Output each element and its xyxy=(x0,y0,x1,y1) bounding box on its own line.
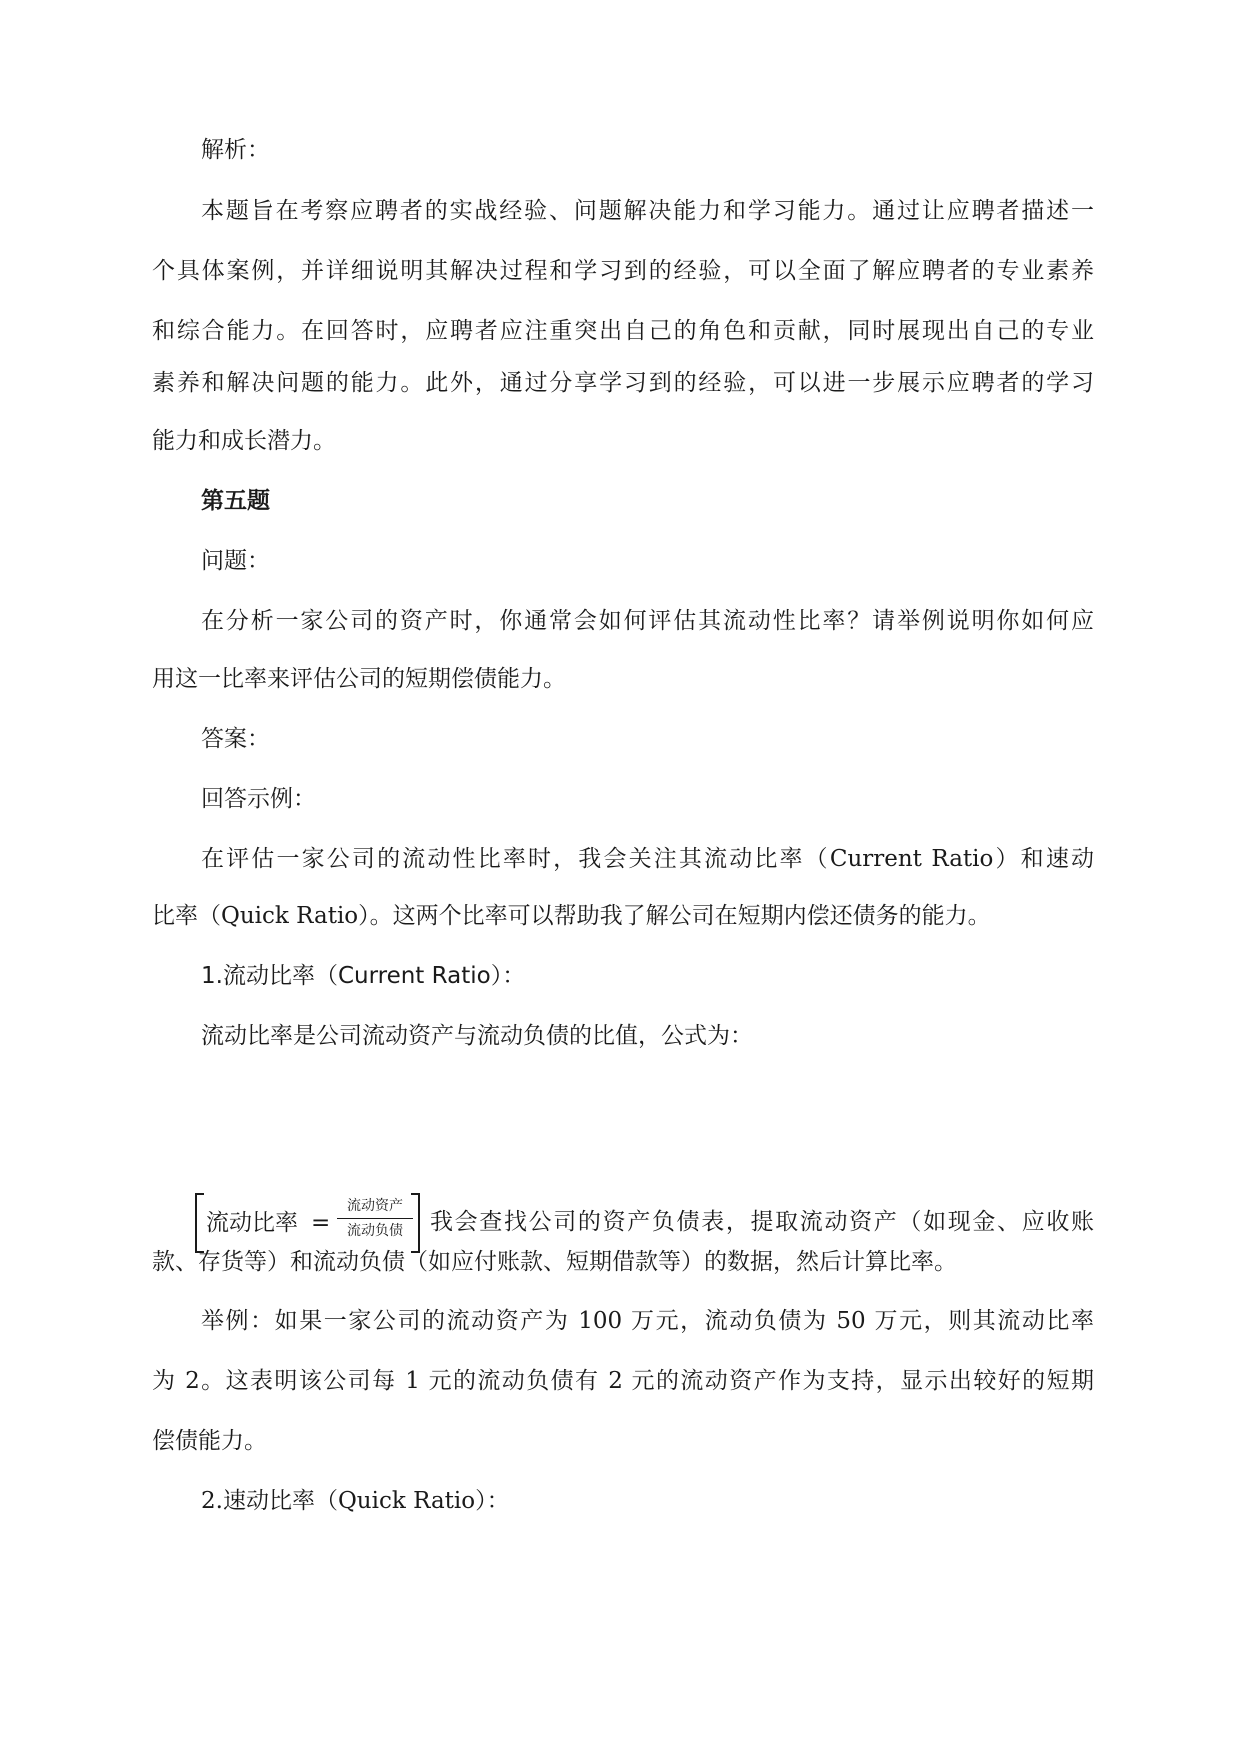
formula-fraction xyxy=(337,1196,413,1241)
formula-lhs: 流动比率 xyxy=(206,1210,298,1236)
answer-label: 答案： xyxy=(201,726,270,752)
analysis-paragraph-line-3: 和综合能力。在回答时，应聘者应注重突出自己的角色和贡献，同时展现出自己的专业 xyxy=(152,318,1094,344)
answer-line-1: 在评估一家公司的流动性比率时，我会关注其流动比率（Current Ratio）和速动 xyxy=(201,846,1094,872)
formula-equals: = xyxy=(311,1210,331,1236)
quick-ratio-heading: 2.速动比率（Quick Ratio）： xyxy=(201,1488,510,1514)
answer-example-label: 回答示例： xyxy=(201,786,316,812)
formula-denominator: 流动负债 xyxy=(347,1223,403,1239)
right-bracket xyxy=(411,1193,420,1253)
answer-line-2: 比率（Quick Ratio）。这两个比率可以帮助我了解公司在短期内偿还债务的能力。 xyxy=(152,903,991,929)
formula-followup-text: 我会查找公司的资产负债表，提取流动资产（如现金、应收账 xyxy=(430,1209,1094,1235)
current-ratio-formula-line xyxy=(152,1193,1094,1253)
analysis-paragraph-line-1: 本题旨在考察应聘者的实战经验、问题解决能力和学习能力。通过让应聘者描述一 xyxy=(201,198,1094,224)
example-line-3: 偿债能力。 xyxy=(152,1428,267,1454)
question-line-2: 用这一比率来评估公司的短期偿债能力。 xyxy=(152,666,566,692)
left-bracket xyxy=(195,1193,204,1253)
example-line-2: 为 2。这表明该公司每 1 元的流动负债有 2 元的流动资产作为支持，显示出较好的短期 xyxy=(152,1368,1094,1394)
question-label: 问题： xyxy=(201,548,270,574)
formula-numerator: 流动资产 xyxy=(347,1198,403,1214)
analysis-paragraph-line-4: 素养和解决问题的能力。此外，通过分享学习到的经验，可以进一步展示应聘者的学习 xyxy=(152,370,1094,396)
section-heading: 第五题 xyxy=(201,487,270,514)
current-ratio-heading: 1.流动比率（Current Ratio）： xyxy=(201,963,526,989)
analysis-paragraph-line-5: 能力和成长潜力。 xyxy=(152,428,336,454)
question-line-1: 在分析一家公司的资产时，你通常会如何评估其流动性比率？请举例说明你如何应 xyxy=(201,608,1094,634)
fraction-bar xyxy=(337,1218,413,1219)
analysis-paragraph-line-2: 个具体案例，并详细说明其解决过程和学习到的经验，可以全面了解应聘者的专业素养 xyxy=(152,258,1094,284)
current-ratio-definition: 流动比率是公司流动资产与流动负债的比值，公式为： xyxy=(201,1023,753,1049)
formula-followup-line-2: 款、存货等）和流动负债（如应付账款、短期借款等）的数据，然后计算比率。 xyxy=(152,1249,957,1275)
current-ratio-formula xyxy=(195,1193,420,1251)
example-line-1: 举例：如果一家公司的流动资产为 100 万元，流动负债为 50 万元，则其流动比率 xyxy=(201,1308,1094,1334)
analysis-label: 解析： xyxy=(201,137,270,163)
